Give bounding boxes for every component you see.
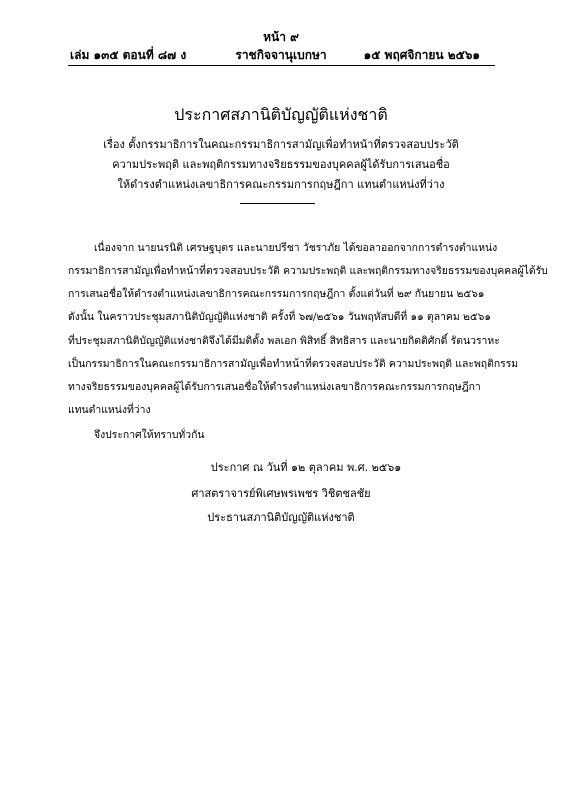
signatory-name: ศาสตราจารย์พิเศษพรเพชร วิชิตชลชัย [191, 487, 371, 500]
subject-line-3: ให้ดำรงตำแหน่งเลขาธิการคณะกรรมการกฤษฎีกา แทนตำแหน่งที่ว่าง [117, 178, 445, 191]
body-line-2: กรรมาธิการสามัญเพื่อทำหน้าที่ตรวจสอบประวัติ ความประพฤติ และพฤติกรรมทางจริยธรรมของบุคคลผู้ได้รับ [68, 265, 548, 277]
signatory-position: ประธานสภานิติบัญญัติแห่งชาติ [207, 511, 355, 524]
publication-date: ๑๕ พฤศจิกายน ๒๕๖๑ [363, 48, 480, 62]
body-line-4: ดังนั้น ในคราวประชุมสภานิติบัญญัติแห่งชาติ ครั้งที่ ๖๗/๒๕๖๑ วันพฤหัสบดีที่ ๑๑ ตุลาคม ๒๕๖๑ [68, 311, 491, 323]
body-text [68, 0, 548, 795]
signature-date: ประกาศ ณ วันที่ ๑๒ ตุลาคม พ.ศ. ๒๕๖๑ [210, 461, 402, 474]
body-line-1: เนื่องจาก นายนรนิติ เศรษฐบุตร และนายปรีชา วัชราภัย ได้ขอลาออกจากการดำรงตำแหน่ง [94, 242, 498, 254]
body-line-3: การเสนอชื่อให้ดำรงตำแหน่งเลขาธิการคณะกรรมการกฤษฎีกา ตั้งแต่วันที่ ๒๙ กันยายน ๒๕๖๑ [68, 288, 485, 300]
closing-line: จึงประกาศให้ทราบทั่วกัน [94, 429, 205, 441]
body-line-6: เป็นกรรมาธิการในคณะกรรมาธิการสามัญเพื่อทำหน้าที่ตรวจสอบประวัติ ความประพฤติ และพฤติกรรม [68, 358, 519, 370]
body-line-8: แทนตำแหน่งที่ว่าง [68, 404, 151, 416]
body-line-7: ทางจริยธรรมของบุคคลผู้ได้รับการเสนอชื่อให้ดำรงตำแหน่งเลขาธิการคณะกรรมการกฤษฎีกา [68, 381, 481, 393]
announcement-title: ประกาศสภานิติบัญญัติแห่งชาติ [174, 105, 388, 124]
page-number: หน้า ๙ [263, 30, 299, 44]
publication-name: ราชกิจจานุเบกษา [235, 48, 327, 62]
body-line-5: ที่ประชุมสภานิติบัญญัติแห่งชาติจึงได้มีมติตั้ง พลเอก พิสิทธิ์ สิทธิสาร และนายกิตติศักดิ์ รัตนวราหะ [68, 335, 500, 347]
volume-issue: เล่ม ๑๓๕ ตอนที่ ๘๗ ง [70, 48, 187, 62]
subject-line-2: ความประพฤติ และพฤติกรรมทางจริยธรรมของบุคคลผู้ได้รับการเสนอชื่อ [112, 158, 450, 171]
subject-line-1: เรื่อง ตั้งกรรมาธิการในคณะกรรมาธิการสามัญเพื่อทำหน้าที่ตรวจสอบประวัติ [103, 138, 459, 151]
